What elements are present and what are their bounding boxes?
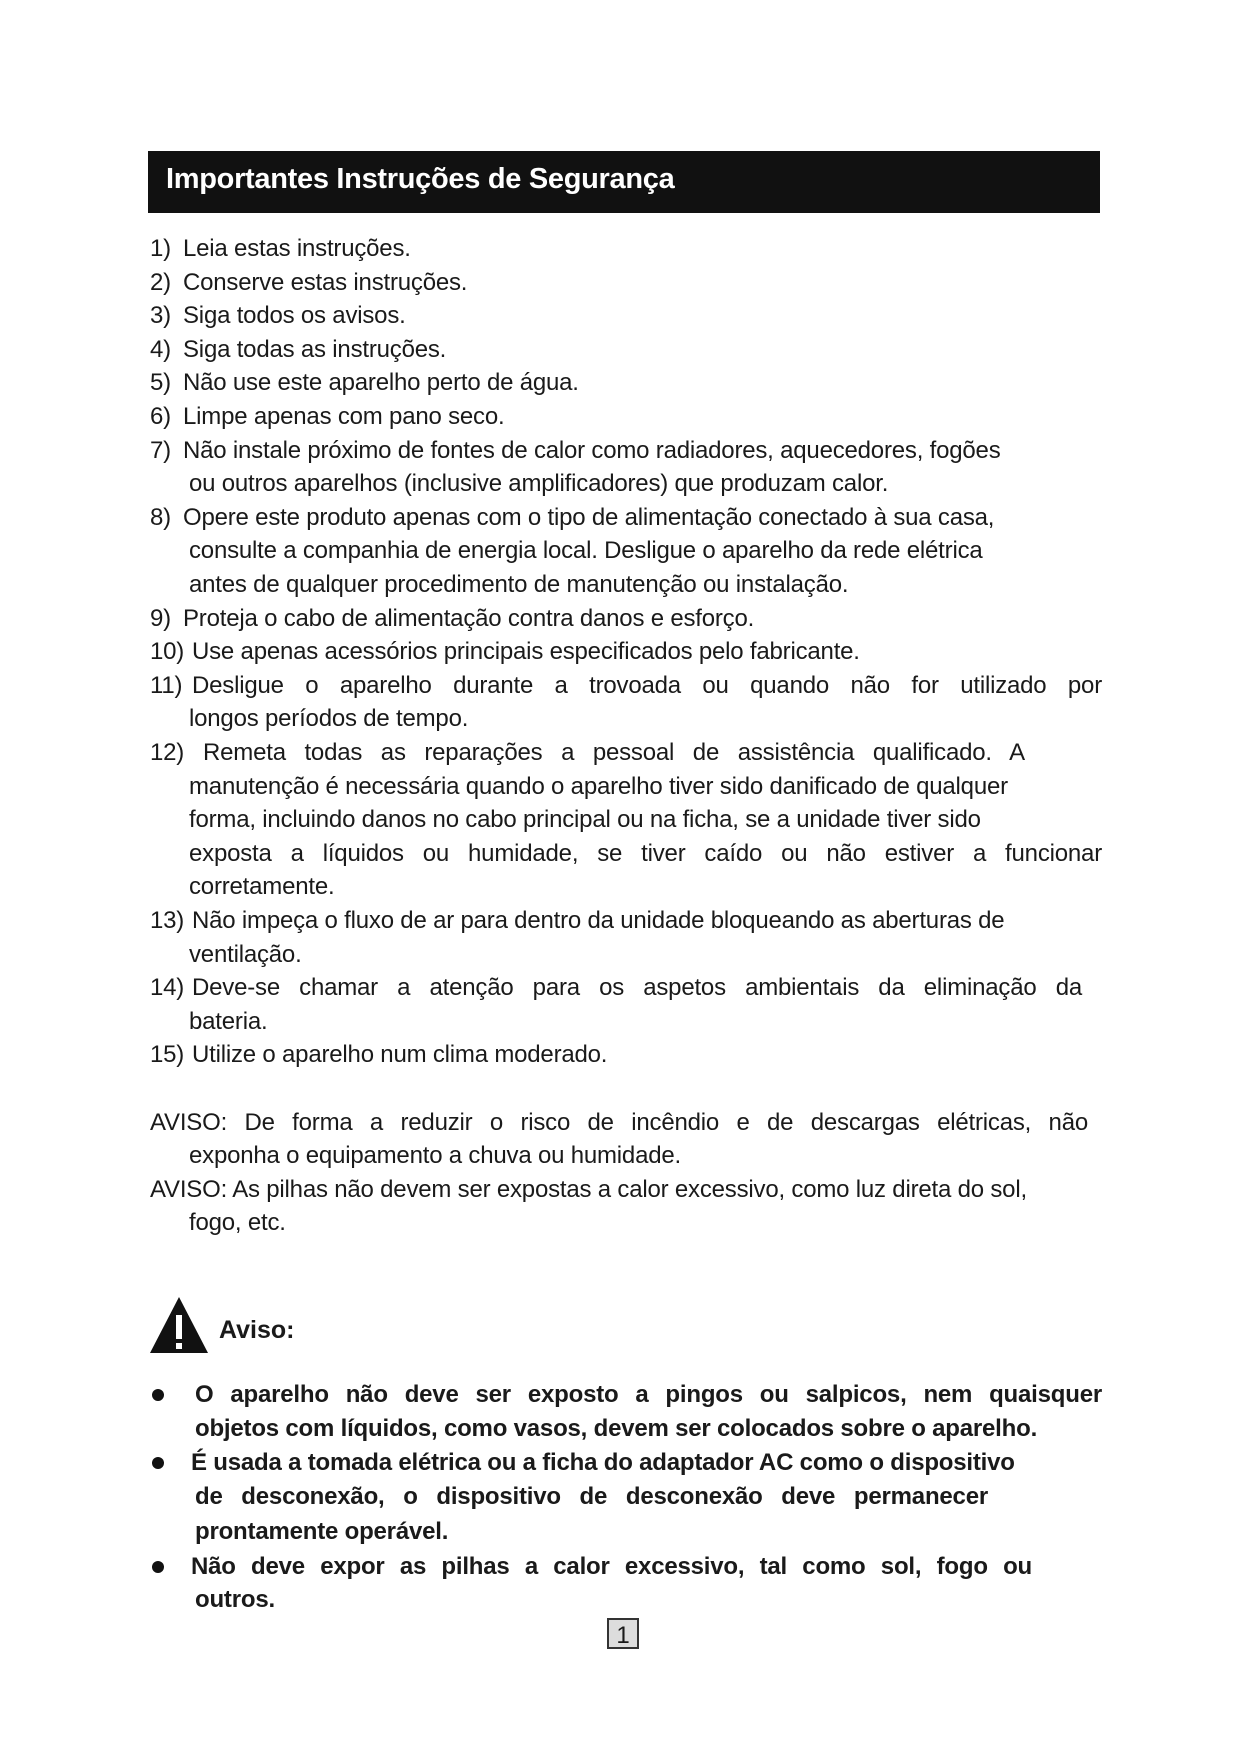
- item-text: Leia estas instruções.: [183, 235, 411, 262]
- item-number: 15): [150, 1041, 185, 1069]
- item-number: 10): [150, 638, 185, 666]
- item-text: Proteja o cabo de alimentação contra danos e esforço.: [183, 604, 755, 632]
- warning-text: fogo, etc.: [189, 1209, 286, 1237]
- item-number: 1): [150, 235, 171, 262]
- bullet-icon: [152, 1457, 164, 1469]
- item-text: forma, incluindo danos no cabo principal ou na ficha, se a unidade tiver sido: [189, 806, 981, 834]
- bullet-icon: [152, 1389, 164, 1401]
- bullet-icon: [152, 1561, 164, 1573]
- warning-text: AVISO: De forma a reduzir o risco de incêndio e de descargas elétricas, não: [150, 1108, 1088, 1136]
- item-number: 7): [150, 436, 171, 464]
- item-text: Não instale próximo de fontes de calor como radiadores, aquecedores, fogões: [183, 436, 1001, 464]
- item-text: antes de qualquer procedimento de manutenção ou instalação.: [189, 571, 849, 598]
- item-text: Use apenas acessórios principais especificados pelo fabricante.: [192, 638, 860, 666]
- caution-text: objetos com líquidos, como vasos, devem ser colocados sobre o aparelho.: [195, 1415, 1038, 1442]
- caution-text: prontamente operável.: [195, 1518, 449, 1545]
- item-text: Opere este produto apenas com o tipo de alimentação conectado à sua casa,: [183, 503, 995, 531]
- item-text: Siga todos os avisos.: [183, 302, 406, 330]
- item-text: Conserve estas instruções.: [183, 268, 468, 296]
- item-number: 9): [150, 604, 171, 632]
- item-text: corretamente.: [189, 873, 335, 901]
- item-text: Remeta todas as reparações a pessoal de assistência qualificado. A: [203, 739, 1025, 766]
- item-number: 4): [150, 335, 171, 363]
- item-text: longos períodos de tempo.: [189, 705, 469, 733]
- item-number: 2): [150, 268, 171, 296]
- caution-text: de desconexão, o dispositivo de desconexão deve permanecer: [195, 1483, 988, 1510]
- item-number: 12): [150, 739, 185, 766]
- section-title: Importantes Instruções de Segurança: [166, 163, 675, 195]
- item-number: 11): [150, 671, 183, 699]
- warning-text: exponha o equipamento a chuva ou humidade.: [189, 1142, 681, 1170]
- warning-text: AVISO: As pilhas não devem ser expostas a calor excessivo, como luz direta do sol,: [150, 1175, 1027, 1203]
- caution-text: Não deve expor as pilhas a calor excessivo, tal como sol, fogo ou: [191, 1553, 1032, 1580]
- caution-text: O aparelho não deve ser exposto a pingos ou salpicos, nem quaisquer: [195, 1381, 1102, 1408]
- item-number: 3): [150, 302, 171, 330]
- item-text: exposta a líquidos ou humidade, se tiver caído ou não estiver a funcionar: [189, 839, 1102, 867]
- item-number: 8): [150, 503, 171, 531]
- item-text: Limpe apenas com pano seco.: [183, 403, 505, 430]
- item-number: 5): [150, 369, 171, 397]
- caution-title: Aviso:: [219, 1316, 295, 1344]
- item-text: Siga todas as instruções.: [183, 335, 447, 363]
- item-text: consulte a companhia de energia local. Desligue o aparelho da rede elétrica: [189, 537, 983, 565]
- item-text: bateria.: [189, 1007, 268, 1035]
- item-text: ou outros aparelhos (inclusive amplificadores) que produzam calor.: [189, 470, 889, 498]
- item-text: Desligue o aparelho durante a trovoada ou quando não for utilizado por: [192, 671, 1102, 699]
- page-number: 1: [607, 1618, 639, 1649]
- caution-text: É usada a tomada elétrica ou a ficha do adaptador AC como o dispositivo: [191, 1449, 1015, 1476]
- item-number: 6): [150, 403, 171, 430]
- item-text: Utilize o aparelho num clima moderado.: [192, 1041, 608, 1069]
- item-text: Não impeça o fluxo de ar para dentro da unidade bloqueando as aberturas de: [192, 907, 1005, 934]
- item-number: 13): [150, 907, 185, 934]
- item-number: 14): [150, 974, 185, 1002]
- item-text: ventilação.: [189, 940, 302, 968]
- item-text: Não use este aparelho perto de água.: [183, 369, 579, 397]
- item-text: Deve-se chamar a atenção para os aspetos ambientais da eliminação da: [192, 974, 1082, 1002]
- caution-text: outros.: [195, 1586, 275, 1613]
- warning-triangle-icon: [149, 1295, 209, 1355]
- section-header: [148, 151, 1100, 213]
- item-text: manutenção é necessária quando o aparelho tiver sido danificado de qualquer: [189, 772, 1008, 800]
